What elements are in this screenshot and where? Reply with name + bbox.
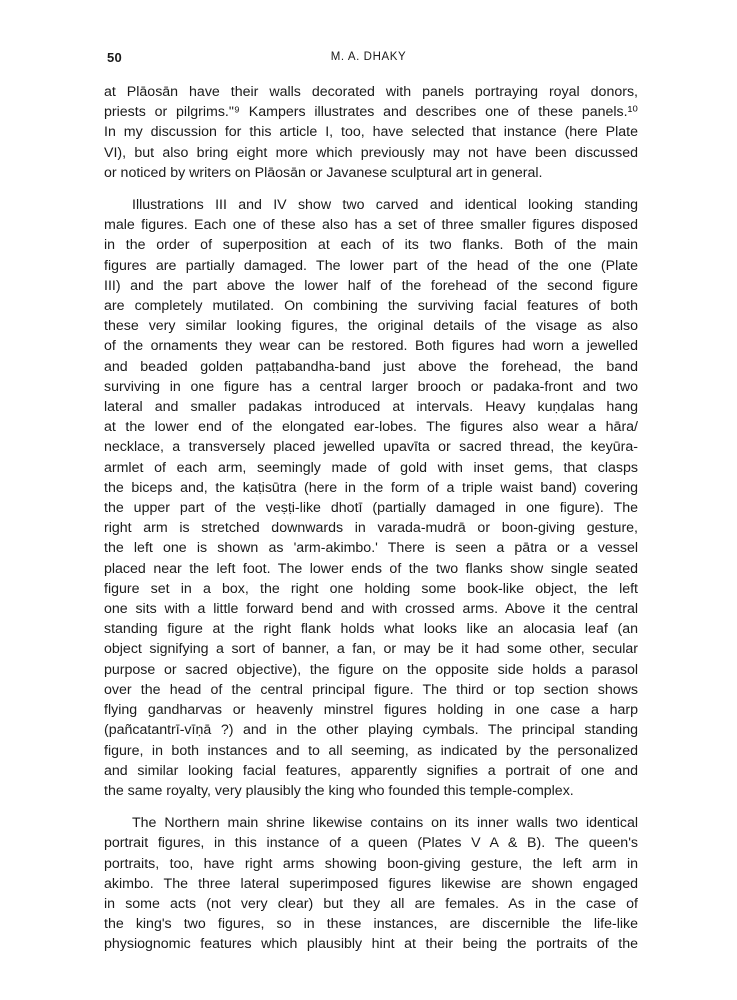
text-line: are completely mutilated. On combining the surviving facial features of both <box>104 298 638 315</box>
text-line: at the lower end of the elongated ear-lobes. The figures also wear a hāra/ <box>104 419 638 436</box>
text-line: the left one is shown as 'arm-akimbo.' There is seen a pātra or a vessel <box>104 540 638 557</box>
text-line: these very similar looking figures, the original details of the visage as also <box>104 318 638 335</box>
running-head: M. A. DHAKY <box>330 51 407 63</box>
text-line: right arm is stretched downwards in varada-mudrā or boon-giving gesture, <box>104 520 638 537</box>
text-line: purpose or sacred objective), the figure on the opposite side holds a parasol <box>104 661 638 678</box>
text-line: over the head of the central principal figure. The third or top section shows <box>104 681 638 698</box>
text-line: surviving in one figure has a central larger brooch or padaka-front and two <box>104 378 638 395</box>
text-line: or noticed by writers on Plāosān or Javanese sculptural art in general. <box>104 164 543 181</box>
text-line: the upper part of the veṣṭi-like dhotī (partially damaged in one figure). The <box>104 500 638 517</box>
text-line: lateral and smaller padakas introduced at intervals. Heavy kuṇḍalas hang <box>104 399 638 416</box>
text-line: of the ornaments they wear can be restored. Both figures had worn a jewelled <box>104 338 638 355</box>
page-header <box>0 50 737 70</box>
paragraph-1 <box>104 82 638 183</box>
text-line: object signifying a sort of banner, a fan, or may be it had some other, secular <box>104 641 638 658</box>
text-line: and beaded golden paṭṭabandha-band just above the forehead, the band <box>104 358 638 375</box>
text-line: (pañcatantrī-vīṇā ?) and in the other playing cymbals. The principal standing <box>104 722 638 739</box>
page-number: 50 <box>107 50 123 65</box>
text-line: Illustrations III and IV show two carved and identical looking standing <box>132 197 638 214</box>
text-line: one sits with a little forward bend and with crossed arms. Above it the central <box>104 601 638 618</box>
text-line: physiognomic features which plausibly hint at their being the portraits of the <box>104 936 638 953</box>
text-line: akimbo. The three lateral superimposed figures likewise are shown engaged <box>104 875 638 892</box>
paragraph-3 <box>104 813 638 954</box>
text-line: the king's two figures, so in these instances, are discernible the life-like <box>104 916 638 933</box>
text-line: VI), but also bring eight more which previously may not have been discussed <box>104 144 638 161</box>
text-line: placed near the left foot. The lower ends of the two flanks show single seated <box>104 560 638 577</box>
text-line: III) and the part above the lower half of the forehead of the second figure <box>104 277 638 294</box>
text-line: armlet of each arm, seemingly made of gold with inset gems, that clasps <box>104 459 638 476</box>
text-line: the same royalty, very plausibly the king who founded this temple-complex. <box>104 782 574 799</box>
text-line: portrait figures, in this instance of a queen (Plates V A & B). The queen's <box>104 835 638 852</box>
text-line: the biceps and, the kaṭisūtra (here in the form of a triple waist band) covering <box>104 479 638 496</box>
text-line: In my discussion for this article I, too, have selected that instance (here Plate <box>104 124 638 141</box>
text-line: figures are partially damaged. The lower part of the head of the one (Plate <box>104 257 638 274</box>
text-line: The Northern main shrine likewise contains on its inner walls two identical <box>132 815 638 832</box>
body-text <box>104 82 638 955</box>
text-line: and similar looking facial features, apparently signifies a portrait of one and <box>104 762 638 779</box>
text-line: standing figure at the right flank holds what looks like an alocasia leaf (an <box>104 621 638 638</box>
text-line: in some acts (not very clear) but they all are females. As in the case of <box>104 895 638 912</box>
text-line: figure, in both instances and to all seeming, as indicated by the personalized <box>104 742 638 759</box>
paragraph-2 <box>104 195 638 801</box>
text-line: figure set in a box, the right one holding some book-like object, the left <box>104 580 638 597</box>
text-line: flying gandharvas or heavenly minstrel figures holding in one case a harp <box>104 702 638 719</box>
text-line: male figures. Each one of these also has a set of three smaller figures disposed <box>104 217 638 234</box>
text-line: in the order of superposition at each of its two flanks. Both of the main <box>104 237 638 254</box>
text-line: necklace, a transversely placed jewelled upavīta or sacred thread, the keyūra- <box>104 439 638 456</box>
text-line: portraits, too, have right arms showing boon-giving gesture, the left arm in <box>104 855 638 872</box>
text-line: priests or pilgrims."⁹ Kampers illustrates and describes one of these panels.¹⁰ <box>104 104 638 121</box>
text-line: at Plāosān have their walls decorated with panels portraying royal donors, <box>104 84 638 100</box>
